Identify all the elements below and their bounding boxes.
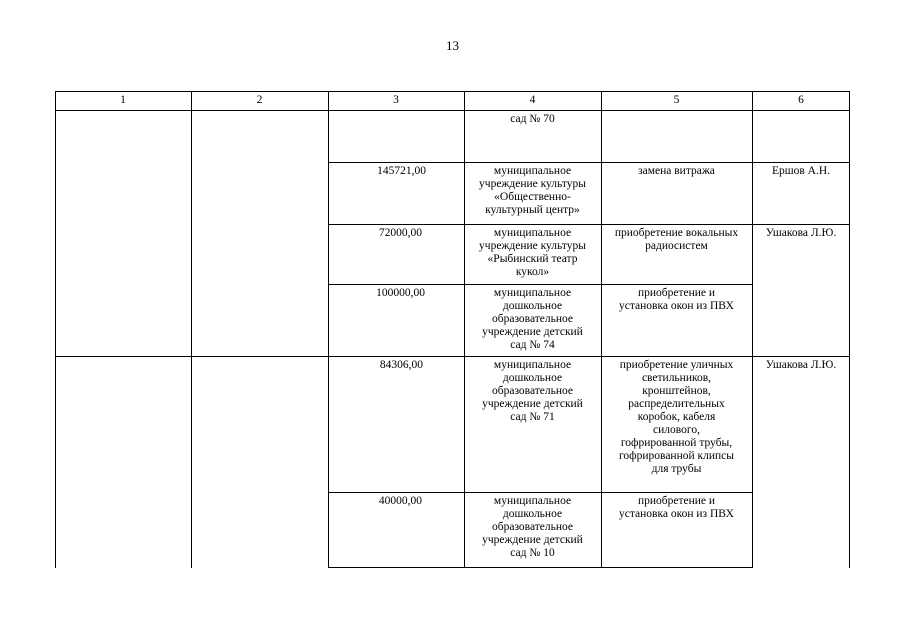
institution-cell: муниципальное дошкольное образовательное учреждение детский сад № 71 — [482, 359, 583, 423]
row-divider — [328, 492, 752, 493]
institution-cell: муниципальное дошкольное образовательное учреждение детский сад № 10 — [482, 495, 583, 559]
header-cell: 1 — [120, 94, 126, 106]
institution-cell: муниципальное учреждение культуры «Общественно- культурный центр» — [479, 165, 586, 216]
institution-cell: муниципальное учреждение культуры «Рыбинский театр кукол» — [479, 227, 586, 278]
header-cell: 5 — [673, 94, 680, 106]
row-divider — [328, 162, 850, 163]
table-top-border — [55, 91, 850, 92]
responsible-cell: Ушакова Л.Ю. — [765, 227, 837, 239]
group-divider — [55, 356, 850, 357]
column-border — [191, 91, 192, 568]
header-cell: 2 — [256, 94, 263, 106]
purpose-cell: приобретение и установка окон из ПВХ — [619, 287, 734, 312]
responsible-cell: Ушакова Л.Ю. — [765, 359, 837, 371]
amount-cell: 100000,00 — [376, 287, 425, 299]
amount-cell: 145721,00 — [377, 165, 426, 177]
amount-cell: 72000,00 — [378, 227, 422, 239]
budget-table — [55, 91, 850, 568]
header-bottom-border — [55, 110, 850, 111]
column-border — [849, 91, 850, 568]
responsible-cell: Ершов А.Н. — [771, 165, 831, 177]
purpose-cell: приобретение вокальных радиосистем — [614, 227, 739, 252]
column-border — [752, 91, 753, 568]
amount-cell: 40000,00 — [378, 495, 422, 507]
amount-cell: 84306,00 — [379, 359, 423, 371]
institution-cell: муниципальное дошкольное образовательное учреждение детский сад № 74 — [482, 287, 583, 351]
purpose-cell: приобретение и установка окон из ПВХ — [619, 495, 734, 520]
row-divider — [328, 284, 752, 285]
header-cell: 6 — [798, 94, 804, 106]
purpose-cell: замена витража — [638, 165, 715, 177]
table-bottom-border — [328, 567, 752, 568]
row-divider — [328, 224, 850, 225]
page-number: 13 — [446, 38, 459, 53]
purpose-cell: приобретение уличных светильников, кронштейнов, распределительных коробок, кабеля силового, гофрированной трубы, гофрированной клипсы для трубы — [619, 359, 734, 475]
header-cell: 4 — [529, 94, 536, 106]
institution-cell: сад № 70 — [510, 113, 555, 125]
column-border — [55, 91, 56, 568]
header-cell: 3 — [393, 94, 399, 106]
